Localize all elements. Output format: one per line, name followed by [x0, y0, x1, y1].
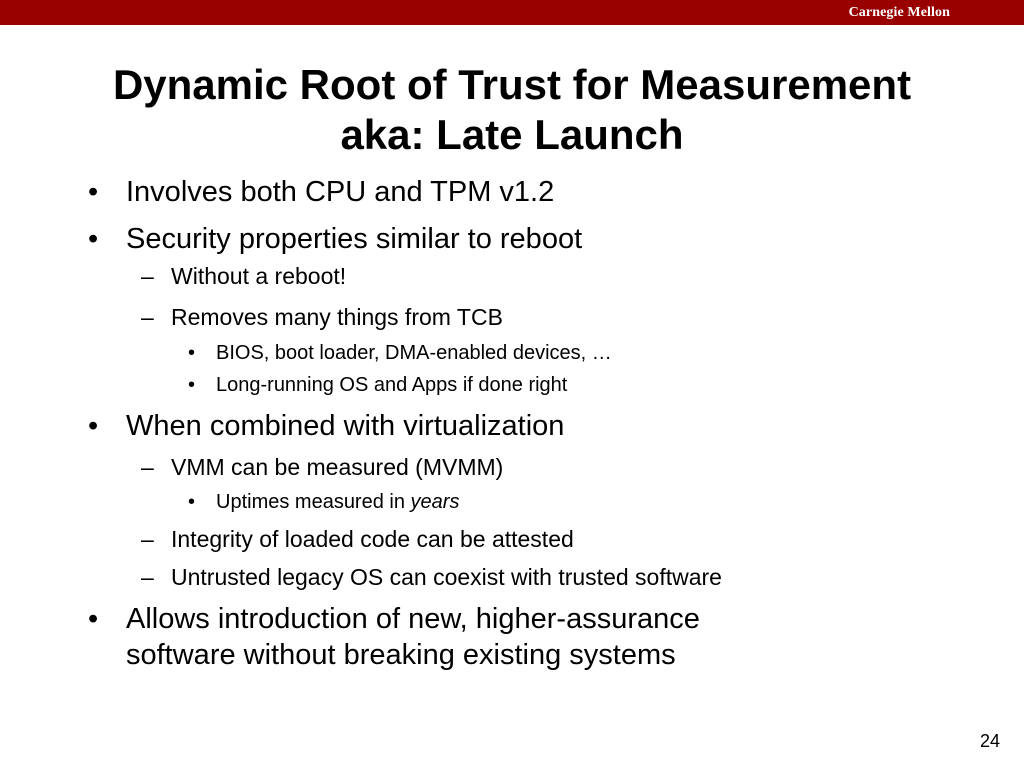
- bullet-text-continued: software without breaking existing systems: [126, 639, 676, 671]
- bullet-marker: •: [188, 374, 196, 396]
- bullet-text: Integrity of loaded code can be attested: [171, 526, 574, 552]
- sub-sub-bullet-item: [188, 340, 612, 366]
- sub-bullet-item: [141, 562, 722, 592]
- bullet-text: Security properties similar to reboot: [126, 223, 583, 255]
- dash-marker: –: [141, 564, 154, 590]
- title-line-1: Dynamic Root of Trust for Measurement: [112, 61, 912, 108]
- bullet-text: Uptimes measured in: [216, 491, 411, 513]
- bullet-text: VMM can be measured (MVMM): [171, 454, 504, 480]
- bullet-marker: •: [88, 603, 99, 635]
- bullet-text: When combined with virtualization: [126, 410, 565, 442]
- bullet-text: Allows introduction of new, higher-assurance: [126, 603, 700, 635]
- bullet-text: Involves both CPU and TPM v1.2: [126, 176, 555, 208]
- sub-bullet-item: [141, 261, 347, 291]
- bullet-marker: •: [188, 342, 196, 364]
- title-line-2: aka: Late Launch: [340, 111, 684, 158]
- bullet-text: Untrusted legacy OS can coexist with trusted software: [171, 564, 722, 590]
- sub-bullet-item: [141, 524, 574, 554]
- dash-marker: –: [141, 263, 154, 289]
- dash-marker: –: [141, 304, 154, 330]
- dash-marker: –: [141, 526, 154, 552]
- bullet-item: [88, 601, 700, 673]
- bullet-item: [88, 221, 583, 257]
- sub-bullet-item: [141, 452, 504, 482]
- bullet-marker: •: [88, 223, 99, 255]
- sub-bullet-item: [141, 302, 503, 332]
- bullet-text: Long-running OS and Apps if done right: [216, 374, 568, 396]
- bullet-text: Removes many things from TCB: [171, 304, 503, 330]
- bullet-text: Without a reboot!: [171, 263, 347, 289]
- bullet-marker: •: [88, 176, 99, 208]
- sub-sub-bullet-item: [188, 372, 568, 398]
- page-number: 24: [979, 731, 1000, 751]
- bullet-marker: •: [188, 491, 196, 513]
- bullet-marker: •: [88, 410, 99, 442]
- emphasis-text: years: [410, 491, 460, 513]
- bullet-item: [88, 408, 565, 444]
- bullet-item: [88, 174, 555, 210]
- dash-marker: –: [141, 454, 154, 480]
- sub-sub-bullet-item: [188, 489, 460, 515]
- university-logo: Carnegie Mellon: [848, 5, 950, 20]
- bullet-text: BIOS, boot loader, DMA-enabled devices, …: [216, 342, 612, 364]
